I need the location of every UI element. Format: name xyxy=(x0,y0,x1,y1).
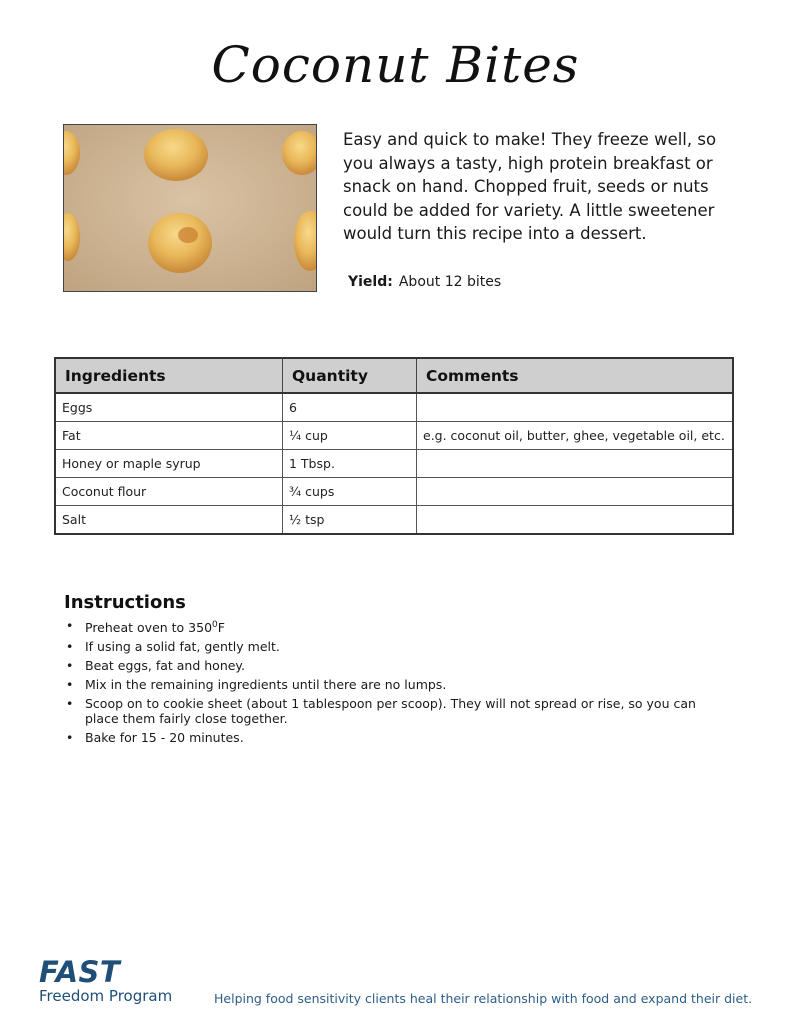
step-text: Beat eggs, fat and honey. xyxy=(85,658,246,674)
degree-superscript: 0 xyxy=(212,620,218,630)
step-text: Scoop on to cookie sheet (about 1 tablespoon per scoop). They will not spread or rise, so you can place them fairly close together. xyxy=(85,696,696,727)
comment-cell xyxy=(417,393,734,422)
comment-cell xyxy=(417,478,734,506)
coconut-bites-image xyxy=(64,125,316,291)
header-quantity: Quantity xyxy=(283,358,417,393)
instructions-heading: Instructions xyxy=(64,592,186,613)
table-row xyxy=(55,450,733,478)
comment-cell xyxy=(417,506,734,535)
ingredient-cell: Honey or maple syrup xyxy=(55,450,283,478)
table-row xyxy=(55,506,733,535)
instruction-step xyxy=(64,618,714,635)
page-title: Coconut Bites xyxy=(211,36,580,94)
instruction-step xyxy=(64,677,714,692)
step-text: If using a solid fat, gently melt. xyxy=(85,639,280,655)
step-text: Preheat oven to 350 xyxy=(85,620,213,636)
table-header-row xyxy=(55,358,733,393)
comment-cell xyxy=(417,450,734,478)
quantity-cell: 1 Tbsp. xyxy=(283,450,417,478)
header-ingredients: Ingredients xyxy=(55,358,283,393)
recipe-photo xyxy=(63,124,317,292)
quantity-cell: ½ tsp xyxy=(283,506,417,535)
bullet-icon: • xyxy=(66,730,74,746)
quantity-cell: ¾ cups xyxy=(283,478,417,506)
ingredient-cell: Coconut flour xyxy=(55,478,283,506)
bullet-icon: • xyxy=(66,639,74,655)
logo-sub-text: Freedom Program xyxy=(39,987,173,1005)
bullet-icon: • xyxy=(66,618,74,633)
header-comments: Comments xyxy=(417,358,734,393)
instruction-step xyxy=(64,730,714,745)
logo-main-text: FAST xyxy=(39,955,121,989)
yield-label: Yield: xyxy=(348,274,393,290)
bullet-icon: • xyxy=(66,658,74,674)
yield-value: About 12 bites xyxy=(398,274,502,290)
step-text-unit: F xyxy=(217,620,225,636)
ingredients-table xyxy=(54,357,734,535)
instructions-list xyxy=(64,618,714,749)
table-row xyxy=(55,393,733,422)
instruction-step xyxy=(64,696,714,726)
instruction-step xyxy=(64,658,714,673)
step-text: Bake for 15 - 20 minutes. xyxy=(85,730,244,746)
instruction-step xyxy=(64,639,714,654)
footer-tagline: Helping food sensitivity clients heal their relationship with food and expand their diet. xyxy=(214,991,753,1006)
step-text: Mix in the remaining ingredients until there are no lumps. xyxy=(85,677,447,693)
quantity-cell: 6 xyxy=(283,393,417,422)
quantity-cell: ¼ cup xyxy=(283,422,417,450)
bullet-icon: • xyxy=(66,696,74,712)
ingredient-cell: Salt xyxy=(55,506,283,535)
bullet-icon: • xyxy=(66,677,74,693)
table-row xyxy=(55,478,733,506)
ingredient-cell: Eggs xyxy=(55,393,283,422)
table-row xyxy=(55,422,733,450)
recipe-yield xyxy=(348,274,501,290)
recipe-description: Easy and quick to make! They freeze well, so you always a tasty, high protein breakfast or snack on hand. Chopped fruit, seeds or nuts could be added for variety. A little sweetener would turn this recipe into a dessert. xyxy=(343,130,717,243)
fast-logo xyxy=(39,957,172,1005)
comment-cell: e.g. coconut oil, butter, ghee, vegetable oil, etc. xyxy=(417,422,734,450)
ingredient-cell: Fat xyxy=(55,422,283,450)
